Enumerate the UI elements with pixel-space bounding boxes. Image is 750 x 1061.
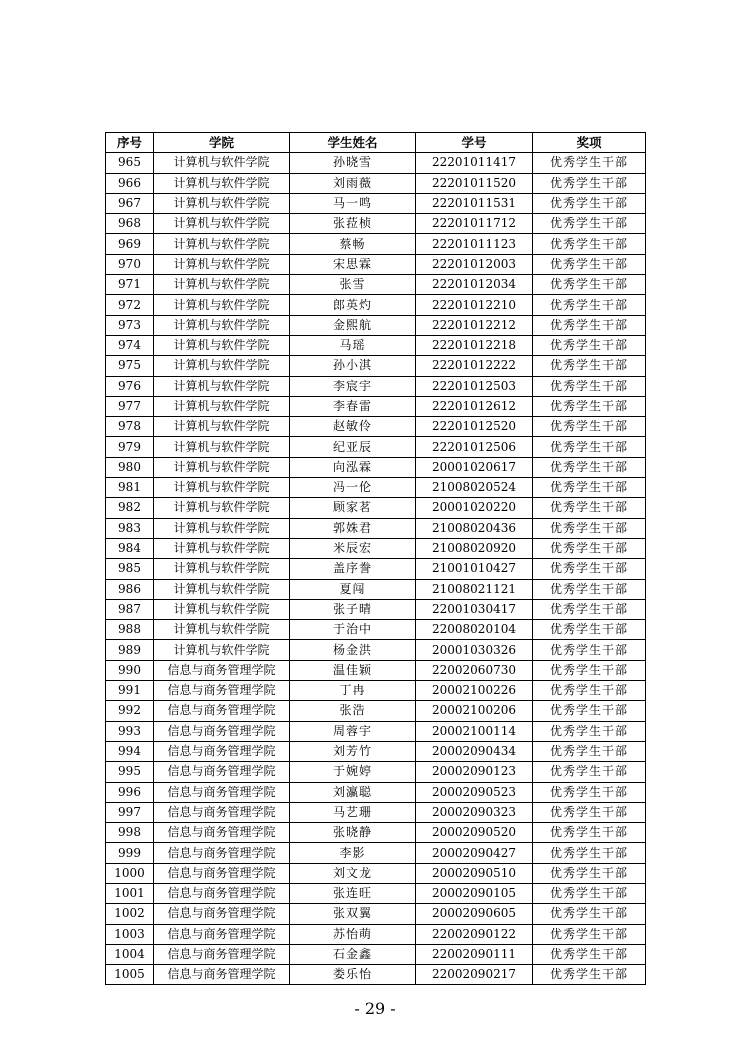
table-row [106, 762, 646, 782]
serial-number-cell: 965 [106, 153, 154, 173]
serial-number-cell: 1002 [106, 904, 154, 924]
student-name-cell: 向泓霖 [290, 457, 416, 477]
table-row [106, 944, 646, 964]
student-id-cell: 22201011531 [416, 193, 533, 213]
table-row [106, 538, 646, 558]
student-name-cell: 张浩 [290, 701, 416, 721]
student-id-cell: 22008020104 [416, 620, 533, 640]
table-row [106, 315, 646, 335]
student-id-cell: 21008020920 [416, 538, 533, 558]
award-cell: 优秀学生干部 [533, 559, 646, 579]
college-cell: 信息与商务管理学院 [154, 660, 290, 680]
student-name-cell: 张子晴 [290, 599, 416, 619]
college-cell: 信息与商务管理学院 [154, 944, 290, 964]
serial-number-cell: 968 [106, 214, 154, 234]
award-cell: 优秀学生干部 [533, 823, 646, 843]
serial-number-cell: 966 [106, 173, 154, 193]
student-id-cell: 20002090510 [416, 863, 533, 883]
student-id-cell: 20002090523 [416, 782, 533, 802]
college-cell: 信息与商务管理学院 [154, 965, 290, 985]
table-row [106, 802, 646, 822]
serial-number-cell: 999 [106, 843, 154, 863]
student-id-cell: 22201012034 [416, 275, 533, 295]
student-id-cell: 22201011417 [416, 153, 533, 173]
college-cell: 信息与商务管理学院 [154, 741, 290, 761]
student-name-cell: 蔡畅 [290, 234, 416, 254]
serial-number-cell: 975 [106, 356, 154, 376]
table-row [106, 457, 646, 477]
college-cell: 计算机与软件学院 [154, 153, 290, 173]
student-id-cell: 21008020524 [416, 478, 533, 498]
student-id-cell: 21008021121 [416, 579, 533, 599]
serial-number-cell: 971 [106, 275, 154, 295]
student-name-cell: 张连旺 [290, 883, 416, 903]
student-name-cell: 米辰宏 [290, 538, 416, 558]
award-cell: 优秀学生干部 [533, 193, 646, 213]
student-id-cell: 20002090105 [416, 883, 533, 903]
serial-number-cell: 1001 [106, 883, 154, 903]
student-id-cell: 22201012212 [416, 315, 533, 335]
student-name-cell: 娄乐怡 [290, 965, 416, 985]
student-name-cell: 苏怡萌 [290, 924, 416, 944]
student-id-cell: 22002090111 [416, 944, 533, 964]
serial-number-cell: 994 [106, 741, 154, 761]
student-id-cell: 20002090427 [416, 843, 533, 863]
award-cell: 优秀学生干部 [533, 904, 646, 924]
table-row [106, 823, 646, 843]
student-name-cell: 郎英灼 [290, 295, 416, 315]
award-cell: 优秀学生干部 [533, 721, 646, 741]
student-name-cell: 温佳颖 [290, 660, 416, 680]
student-name-cell: 于治中 [290, 620, 416, 640]
serial-number-cell: 992 [106, 701, 154, 721]
serial-number-cell: 988 [106, 620, 154, 640]
award-cell: 优秀学生干部 [533, 579, 646, 599]
college-cell: 信息与商务管理学院 [154, 721, 290, 741]
student-id-cell: 20001020220 [416, 498, 533, 518]
student-id-cell: 22201012503 [416, 376, 533, 396]
award-cell: 优秀学生干部 [533, 762, 646, 782]
college-cell: 计算机与软件学院 [154, 295, 290, 315]
college-cell: 计算机与软件学院 [154, 234, 290, 254]
student-id-cell: 22201012210 [416, 295, 533, 315]
table-row [106, 153, 646, 173]
student-id-cell: 20001030326 [416, 640, 533, 660]
table-row [106, 741, 646, 761]
table-row [106, 335, 646, 355]
student-id-cell: 22201012222 [416, 356, 533, 376]
college-cell: 计算机与软件学院 [154, 498, 290, 518]
student-id-cell: 22001030417 [416, 599, 533, 619]
serial-number-cell: 976 [106, 376, 154, 396]
award-list-table [105, 132, 646, 985]
student-name-cell: 纪亚辰 [290, 437, 416, 457]
student-name-cell: 李春雷 [290, 396, 416, 416]
award-cell: 优秀学生干部 [533, 640, 646, 660]
award-cell: 优秀学生干部 [533, 944, 646, 964]
award-cell: 优秀学生干部 [533, 924, 646, 944]
serial-number-cell: 980 [106, 457, 154, 477]
table-row [106, 579, 646, 599]
serial-number-cell: 984 [106, 538, 154, 558]
student-name-cell: 于婉婷 [290, 762, 416, 782]
student-name-cell: 金熙航 [290, 315, 416, 335]
award-cell: 优秀学生干部 [533, 538, 646, 558]
college-cell: 计算机与软件学院 [154, 538, 290, 558]
award-cell: 优秀学生干部 [533, 457, 646, 477]
table-row [106, 924, 646, 944]
college-cell: 计算机与软件学院 [154, 193, 290, 213]
serial-number-cell: 989 [106, 640, 154, 660]
student-id-cell: 20002090520 [416, 823, 533, 843]
college-cell: 计算机与软件学院 [154, 620, 290, 640]
college-cell: 信息与商务管理学院 [154, 782, 290, 802]
serial-number-cell: 979 [106, 437, 154, 457]
table-row [106, 965, 646, 985]
award-cell: 优秀学生干部 [533, 214, 646, 234]
award-cell: 优秀学生干部 [533, 234, 646, 254]
student-id-cell: 22201012003 [416, 254, 533, 274]
award-cell: 优秀学生干部 [533, 335, 646, 355]
serial-number-cell: 983 [106, 518, 154, 538]
serial-number-cell: 985 [106, 559, 154, 579]
table-row [106, 640, 646, 660]
student-name-cell: 马一鸣 [290, 193, 416, 213]
college-cell: 信息与商务管理学院 [154, 924, 290, 944]
student-name-cell: 夏闯 [290, 579, 416, 599]
college-cell: 计算机与软件学院 [154, 254, 290, 274]
college-cell: 计算机与软件学院 [154, 579, 290, 599]
serial-number-cell: 967 [106, 193, 154, 213]
college-cell: 信息与商务管理学院 [154, 823, 290, 843]
serial-number-cell: 997 [106, 802, 154, 822]
student-name-cell: 孙小淇 [290, 356, 416, 376]
serial-number-cell: 969 [106, 234, 154, 254]
award-cell: 优秀学生干部 [533, 153, 646, 173]
student-id-cell: 22002060730 [416, 660, 533, 680]
award-cell: 优秀学生干部 [533, 254, 646, 274]
serial-number-cell: 1005 [106, 965, 154, 985]
table-row [106, 559, 646, 579]
college-cell: 计算机与软件学院 [154, 173, 290, 193]
serial-number-cell: 1003 [106, 924, 154, 944]
award-cell: 优秀学生干部 [533, 620, 646, 640]
student-id-cell: 20002100226 [416, 681, 533, 701]
student-name-cell: 刘芳竹 [290, 741, 416, 761]
table-row [106, 681, 646, 701]
table-header-row [106, 133, 646, 153]
college-cell: 信息与商务管理学院 [154, 863, 290, 883]
award-cell: 优秀学生干部 [533, 295, 646, 315]
header-college: 学院 [154, 133, 290, 153]
student-id-cell: 22201011712 [416, 214, 533, 234]
header-student-name: 学生姓名 [290, 133, 416, 153]
student-name-cell: 刘雨薇 [290, 173, 416, 193]
college-cell: 信息与商务管理学院 [154, 904, 290, 924]
student-name-cell: 张菈桢 [290, 214, 416, 234]
table-row [106, 883, 646, 903]
award-cell: 优秀学生干部 [533, 356, 646, 376]
award-cell: 优秀学生干部 [533, 863, 646, 883]
award-cell: 优秀学生干部 [533, 802, 646, 822]
student-name-cell: 张晓静 [290, 823, 416, 843]
college-cell: 计算机与软件学院 [154, 457, 290, 477]
college-cell: 计算机与软件学院 [154, 275, 290, 295]
student-name-cell: 杨金洪 [290, 640, 416, 660]
student-id-cell: 22201011123 [416, 234, 533, 254]
table-row [106, 437, 646, 457]
serial-number-cell: 972 [106, 295, 154, 315]
student-name-cell: 李影 [290, 843, 416, 863]
table-row [106, 356, 646, 376]
student-id-cell: 22201012218 [416, 335, 533, 355]
serial-number-cell: 1000 [106, 863, 154, 883]
table-row [106, 193, 646, 213]
student-name-cell: 马艺珊 [290, 802, 416, 822]
award-cell: 优秀学生干部 [533, 883, 646, 903]
serial-number-cell: 998 [106, 823, 154, 843]
college-cell: 计算机与软件学院 [154, 478, 290, 498]
table-row [106, 173, 646, 193]
student-name-cell: 丁冉 [290, 681, 416, 701]
serial-number-cell: 982 [106, 498, 154, 518]
header-award: 奖项 [533, 133, 646, 153]
college-cell: 计算机与软件学院 [154, 315, 290, 335]
award-cell: 优秀学生干部 [533, 437, 646, 457]
table-row [106, 396, 646, 416]
student-name-cell: 盖序誊 [290, 559, 416, 579]
student-name-cell: 郭姝君 [290, 518, 416, 538]
student-name-cell: 周蓉宇 [290, 721, 416, 741]
college-cell: 信息与商务管理学院 [154, 883, 290, 903]
student-name-cell: 孙晓雪 [290, 153, 416, 173]
student-id-cell: 20002090123 [416, 762, 533, 782]
table-row [106, 417, 646, 437]
student-name-cell: 刘文龙 [290, 863, 416, 883]
award-cell: 优秀学生干部 [533, 599, 646, 619]
award-cell: 优秀学生干部 [533, 843, 646, 863]
serial-number-cell: 990 [106, 660, 154, 680]
award-cell: 优秀学生干部 [533, 173, 646, 193]
student-id-cell: 22201011520 [416, 173, 533, 193]
college-cell: 计算机与软件学院 [154, 559, 290, 579]
student-id-cell: 21001010427 [416, 559, 533, 579]
college-cell: 计算机与软件学院 [154, 437, 290, 457]
table-row [106, 660, 646, 680]
award-cell: 优秀学生干部 [533, 315, 646, 335]
college-cell: 计算机与软件学院 [154, 599, 290, 619]
serial-number-cell: 995 [106, 762, 154, 782]
table-body [106, 153, 646, 985]
student-name-cell: 刘瀛聪 [290, 782, 416, 802]
table-row [106, 843, 646, 863]
award-cell: 优秀学生干部 [533, 275, 646, 295]
award-cell: 优秀学生干部 [533, 965, 646, 985]
serial-number-cell: 981 [106, 478, 154, 498]
serial-number-cell: 970 [106, 254, 154, 274]
award-cell: 优秀学生干部 [533, 660, 646, 680]
serial-number-cell: 996 [106, 782, 154, 802]
award-cell: 优秀学生干部 [533, 376, 646, 396]
student-id-cell: 22002090122 [416, 924, 533, 944]
serial-number-cell: 977 [106, 396, 154, 416]
table-row [106, 478, 646, 498]
table-row [106, 620, 646, 640]
award-cell: 优秀学生干部 [533, 478, 646, 498]
college-cell: 计算机与软件学院 [154, 417, 290, 437]
award-cell: 优秀学生干部 [533, 396, 646, 416]
student-id-cell: 20002100114 [416, 721, 533, 741]
student-name-cell: 张雪 [290, 275, 416, 295]
student-id-cell: 22201012506 [416, 437, 533, 457]
table-row [106, 863, 646, 883]
college-cell: 计算机与软件学院 [154, 640, 290, 660]
student-name-cell: 赵敏伶 [290, 417, 416, 437]
college-cell: 信息与商务管理学院 [154, 681, 290, 701]
serial-number-cell: 991 [106, 681, 154, 701]
serial-number-cell: 973 [106, 315, 154, 335]
student-id-cell: 22002090217 [416, 965, 533, 985]
table-row [106, 721, 646, 741]
college-cell: 计算机与软件学院 [154, 335, 290, 355]
student-id-cell: 20001020617 [416, 457, 533, 477]
table-row [106, 254, 646, 274]
header-student-id: 学号 [416, 133, 533, 153]
serial-number-cell: 974 [106, 335, 154, 355]
student-name-cell: 石金鑫 [290, 944, 416, 964]
award-cell: 优秀学生干部 [533, 782, 646, 802]
college-cell: 计算机与软件学院 [154, 356, 290, 376]
college-cell: 信息与商务管理学院 [154, 762, 290, 782]
college-cell: 计算机与软件学院 [154, 518, 290, 538]
student-name-cell: 冯一伦 [290, 478, 416, 498]
table-row [106, 234, 646, 254]
award-cell: 优秀学生干部 [533, 417, 646, 437]
serial-number-cell: 1004 [106, 944, 154, 964]
college-cell: 计算机与软件学院 [154, 376, 290, 396]
award-cell: 优秀学生干部 [533, 518, 646, 538]
serial-number-cell: 987 [106, 599, 154, 619]
table-row [106, 701, 646, 721]
table-row [106, 904, 646, 924]
college-cell: 计算机与软件学院 [154, 396, 290, 416]
table-row [106, 376, 646, 396]
award-cell: 优秀学生干部 [533, 741, 646, 761]
college-cell: 信息与商务管理学院 [154, 701, 290, 721]
student-id-cell: 20002100206 [416, 701, 533, 721]
table-row [106, 275, 646, 295]
student-id-cell: 20002090434 [416, 741, 533, 761]
student-name-cell: 宋思霖 [290, 254, 416, 274]
serial-number-cell: 978 [106, 417, 154, 437]
student-id-cell: 22201012520 [416, 417, 533, 437]
student-id-cell: 22201012612 [416, 396, 533, 416]
college-cell: 信息与商务管理学院 [154, 843, 290, 863]
table-row [106, 295, 646, 315]
student-name-cell: 马瑶 [290, 335, 416, 355]
student-name-cell: 李宸宇 [290, 376, 416, 396]
serial-number-cell: 986 [106, 579, 154, 599]
student-name-cell: 顾家茗 [290, 498, 416, 518]
header-serial-number: 序号 [106, 133, 154, 153]
serial-number-cell: 993 [106, 721, 154, 741]
student-id-cell: 21008020436 [416, 518, 533, 538]
table-row [106, 518, 646, 538]
college-cell: 计算机与软件学院 [154, 214, 290, 234]
student-id-cell: 20002090323 [416, 802, 533, 822]
table-row [106, 782, 646, 802]
award-cell: 优秀学生干部 [533, 701, 646, 721]
page-number: - 29 - [354, 999, 396, 1018]
student-id-cell: 20002090605 [416, 904, 533, 924]
award-cell: 优秀学生干部 [533, 498, 646, 518]
college-cell: 信息与商务管理学院 [154, 802, 290, 822]
table-row [106, 599, 646, 619]
student-name-cell: 张双翼 [290, 904, 416, 924]
award-cell: 优秀学生干部 [533, 681, 646, 701]
table-row [106, 214, 646, 234]
table-row [106, 498, 646, 518]
